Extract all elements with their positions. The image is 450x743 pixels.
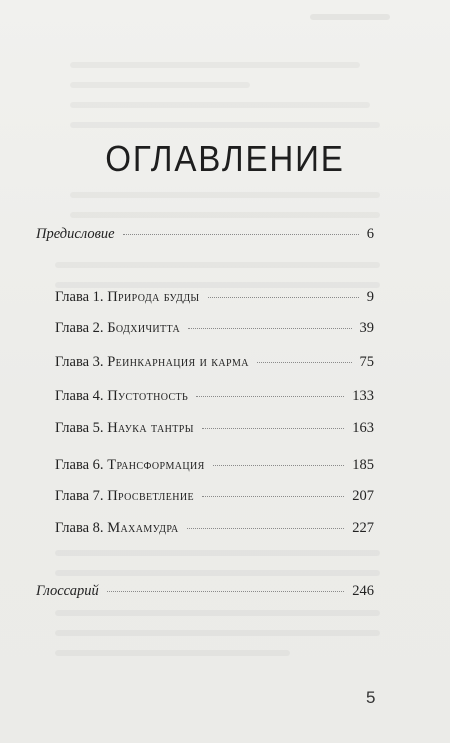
chapter-title: Пустотность xyxy=(107,388,189,404)
toc-entry-label xyxy=(55,387,188,405)
chapter-title: Махамудра xyxy=(107,520,179,536)
chapter-prefix: Глава 1. xyxy=(55,289,104,305)
chapter-prefix: Глава 3. xyxy=(55,354,104,370)
chapter-prefix: Глава 6. xyxy=(55,457,104,473)
toc-entry-chapter-4[interactable] xyxy=(55,387,374,405)
chapter-prefix: Глава 8. xyxy=(55,520,104,536)
toc-entry-page: 207 xyxy=(352,488,374,504)
dot-leader xyxy=(196,396,344,397)
toc-entry-label: Глоссарий xyxy=(36,583,99,599)
chapter-title: Трансформация xyxy=(107,457,205,473)
dot-leader xyxy=(202,496,344,497)
dot-leader xyxy=(202,428,344,429)
chapter-title: Просветление xyxy=(107,488,194,504)
toc-entry-label xyxy=(55,456,205,474)
toc-entry-chapter-2[interactable] xyxy=(55,319,374,337)
page-title: ОГЛАВЛЕНИЕ xyxy=(105,138,345,179)
dot-leader xyxy=(208,297,359,298)
toc-entry-chapter-6[interactable] xyxy=(55,456,374,474)
toc-entry-label xyxy=(55,288,200,306)
toc-entry-page: 133 xyxy=(352,388,374,404)
chapter-prefix: Глава 2. xyxy=(55,320,104,336)
chapter-prefix: Глава 5. xyxy=(55,420,104,436)
toc-entry-label xyxy=(55,419,194,437)
toc-entry-chapter-3[interactable] xyxy=(55,353,374,371)
toc-entry-page: 39 xyxy=(359,320,374,336)
chapter-title: Наука тантры xyxy=(107,420,194,436)
chapter-prefix: Глава 7. xyxy=(55,488,104,504)
chapter-title: Реинкарнация и карма xyxy=(107,354,249,370)
dot-leader xyxy=(213,465,345,466)
toc-entry-label xyxy=(55,519,179,537)
dot-leader xyxy=(188,328,351,329)
toc-entry-label xyxy=(55,319,180,337)
toc-entry-chapter-5[interactable] xyxy=(55,419,374,437)
chapter-title: Бодхичитта xyxy=(107,320,181,336)
chapter-title: Природа будды xyxy=(107,289,200,305)
page-number: 5 xyxy=(366,688,376,707)
dot-leader xyxy=(257,362,352,363)
toc-entry-page: 75 xyxy=(359,354,374,370)
toc-entry-chapter-1[interactable] xyxy=(55,288,374,306)
dot-leader xyxy=(107,591,345,592)
toc-entry-page: 163 xyxy=(352,420,374,436)
toc-entry-glossary[interactable] xyxy=(36,582,374,600)
toc-entry-page: 185 xyxy=(352,457,374,473)
toc-entry-chapter-8[interactable] xyxy=(55,519,374,537)
toc-entry-page: 246 xyxy=(352,583,374,599)
chapter-prefix: Глава 4. xyxy=(55,388,104,404)
toc-entry-label xyxy=(55,353,249,371)
toc-entry-page: 6 xyxy=(366,226,374,242)
toc-entry-chapter-7[interactable] xyxy=(55,487,374,505)
toc-entry-label xyxy=(55,487,194,505)
toc-entry-label: Предисловие xyxy=(36,226,115,242)
toc-entry-preface[interactable] xyxy=(36,225,374,243)
toc-entry-page: 9 xyxy=(366,289,374,305)
toc-entry-page: 227 xyxy=(352,520,374,536)
dot-leader xyxy=(123,234,359,235)
dot-leader xyxy=(187,528,345,529)
